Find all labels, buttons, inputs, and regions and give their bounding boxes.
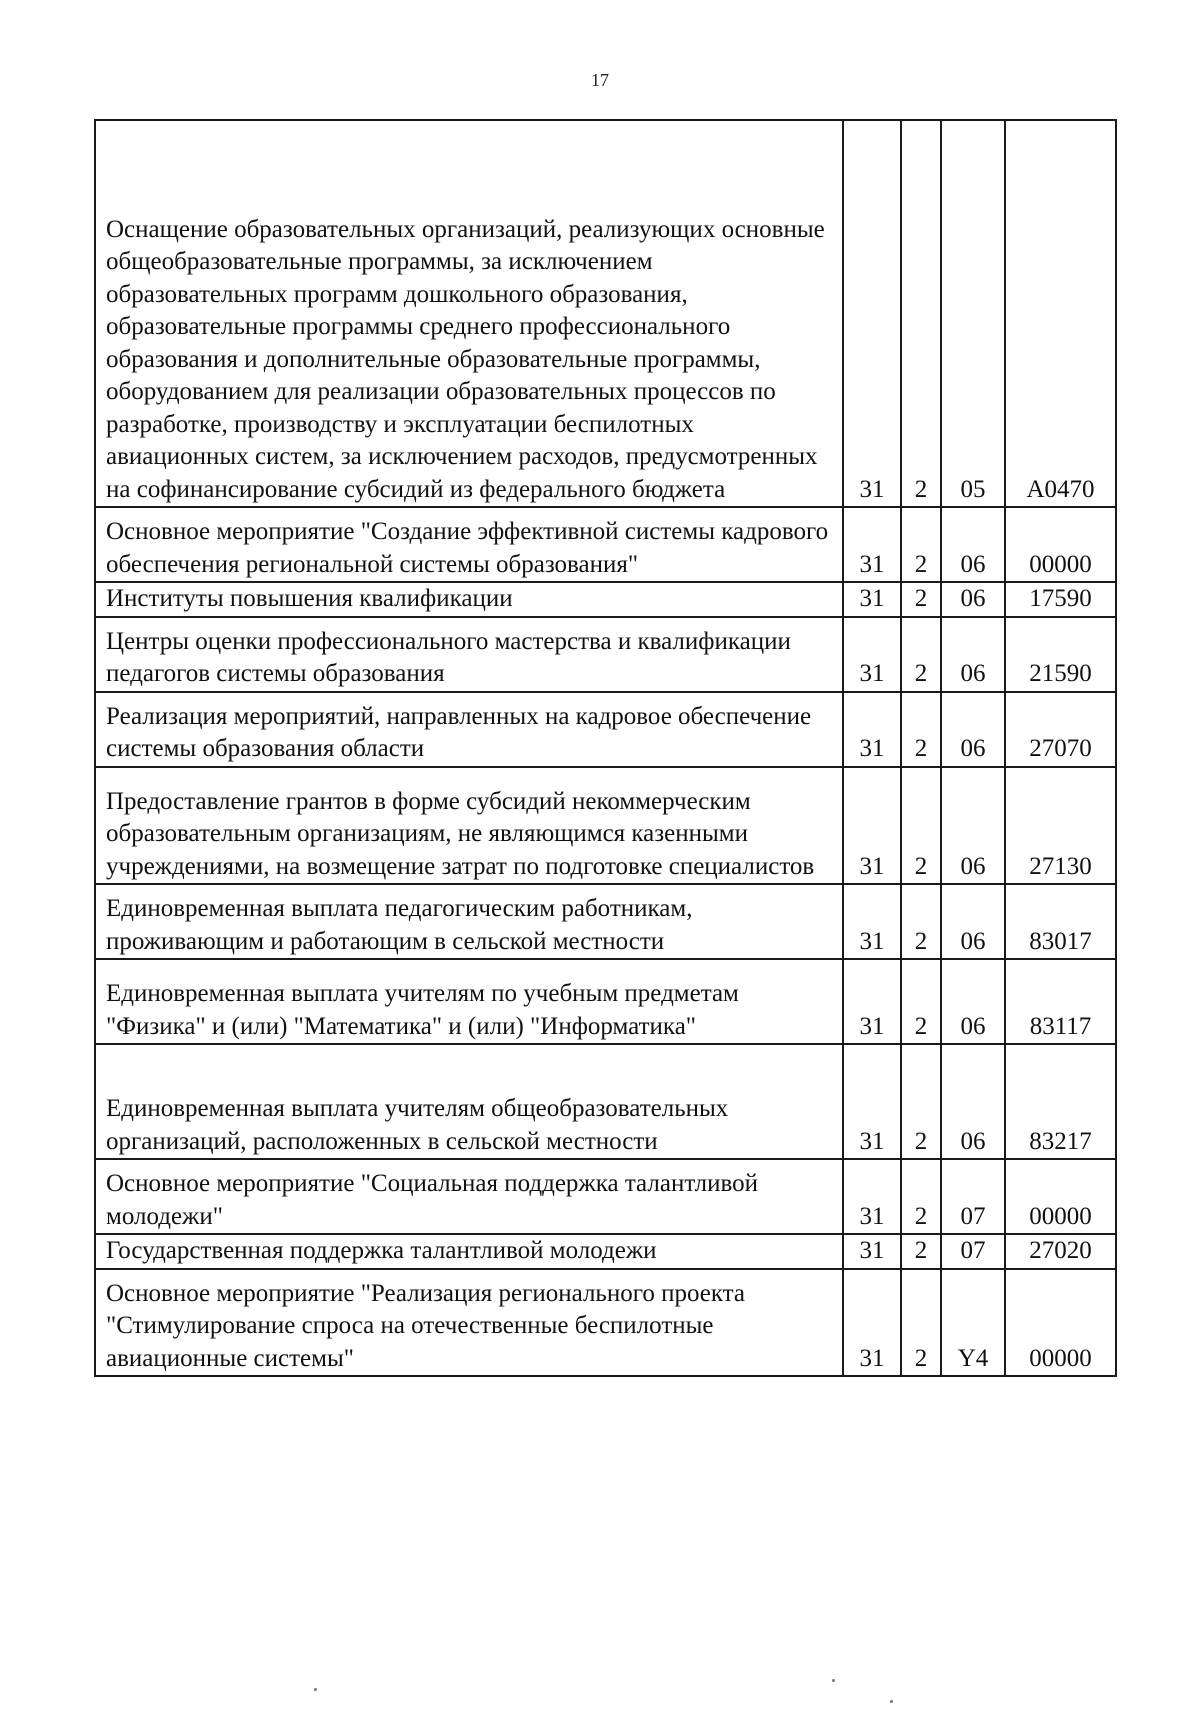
row-program-code: 31 <box>843 1234 901 1269</box>
row-description: Основное мероприятие "Социальная поддержка талантливой молодежи" <box>95 1159 843 1234</box>
row-subprogram-code: 2 <box>901 507 941 582</box>
table-row <box>95 959 1116 1044</box>
row-description: Единовременная выплата учителям по учебным предметам "Физика" и (или) "Математика" и (или) "Информатика" <box>95 959 843 1044</box>
row-program-code: 31 <box>843 617 901 692</box>
table-row <box>95 1269 1116 1377</box>
row-activity-code: 06 <box>941 582 1005 617</box>
row-program-code: 31 <box>843 1044 901 1159</box>
row-program-code: 31 <box>843 1159 901 1234</box>
row-direction-code: 17590 <box>1005 582 1116 617</box>
table-row <box>95 1044 1116 1159</box>
row-activity-code: 07 <box>941 1159 1005 1234</box>
row-description: Единовременная выплата учителям общеобразовательных организаций, расположенных в сельской местности <box>95 1044 843 1159</box>
table-row <box>95 1234 1116 1269</box>
row-description: Оснащение образовательных организаций, реализующих основные общеобразовательные программы, за исключением образовательных программ дошкольного образования, образовательные программы среднего профессионального образования и дополнительные образовательные программы, оборудованием для реализации образовательных процессов по разработке, производству и эксплуатации беспилотных авиационных систем, за исключением расходов, предусмотренных на софинансирование субсидий из федерального бюджета <box>95 120 843 507</box>
row-subprogram-code: 2 <box>901 617 941 692</box>
row-activity-code: 06 <box>941 692 1005 767</box>
row-description: Институты повышения квалификации <box>95 582 843 617</box>
row-program-code: 31 <box>843 1269 901 1377</box>
table-row <box>95 692 1116 767</box>
row-subprogram-code: 2 <box>901 1159 941 1234</box>
row-subprogram-code: 2 <box>901 582 941 617</box>
scan-speck <box>832 1679 835 1682</box>
row-description: Государственная поддержка талантливой молодежи <box>95 1234 843 1269</box>
row-subprogram-code: 2 <box>901 959 941 1044</box>
table-row <box>95 617 1116 692</box>
row-direction-code: 83117 <box>1005 959 1116 1044</box>
row-direction-code: 27070 <box>1005 692 1116 767</box>
row-subprogram-code: 2 <box>901 1269 941 1377</box>
row-activity-code: 05 <box>941 120 1005 507</box>
row-subprogram-code: 2 <box>901 884 941 959</box>
row-activity-code: 07 <box>941 1234 1005 1269</box>
row-subprogram-code: 2 <box>901 692 941 767</box>
row-program-code: 31 <box>843 767 901 885</box>
row-direction-code: 21590 <box>1005 617 1116 692</box>
row-activity-code: 06 <box>941 767 1005 885</box>
table-row <box>95 582 1116 617</box>
row-description: Единовременная выплата педагогическим работникам, проживающим и работающим в сельской местности <box>95 884 843 959</box>
table-row <box>95 507 1116 582</box>
row-description: Реализация мероприятий, направленных на кадровое обеспечение системы образования области <box>95 692 843 767</box>
row-direction-code: 27020 <box>1005 1234 1116 1269</box>
row-activity-code: 06 <box>941 884 1005 959</box>
table-row <box>95 1159 1116 1234</box>
table-row <box>95 120 1116 507</box>
budget-classification-table <box>94 119 1117 1377</box>
row-direction-code: 83017 <box>1005 884 1116 959</box>
row-direction-code: А0470 <box>1005 120 1116 507</box>
row-description: Предоставление грантов в форме субсидий некоммерческим образовательным организациям, не являющимся казенными учреждениями, на возмещение затрат по подготовке специалистов <box>95 767 843 885</box>
table-row <box>95 884 1116 959</box>
row-description: Основное мероприятие "Реализация регионального проекта "Стимулирование спроса на отечественные беспилотные авиационные системы" <box>95 1269 843 1377</box>
row-subprogram-code: 2 <box>901 120 941 507</box>
row-direction-code: 27130 <box>1005 767 1116 885</box>
row-program-code: 31 <box>843 692 901 767</box>
row-program-code: 31 <box>843 884 901 959</box>
row-activity-code: Y4 <box>941 1269 1005 1377</box>
row-activity-code: 06 <box>941 959 1005 1044</box>
row-program-code: 31 <box>843 582 901 617</box>
row-direction-code: 83217 <box>1005 1044 1116 1159</box>
row-program-code: 31 <box>843 959 901 1044</box>
row-direction-code: 00000 <box>1005 507 1116 582</box>
row-program-code: 31 <box>843 120 901 507</box>
scan-speck <box>890 1700 893 1703</box>
row-direction-code: 00000 <box>1005 1269 1116 1377</box>
page-number: 17 <box>591 70 609 90</box>
row-subprogram-code: 2 <box>901 767 941 885</box>
row-activity-code: 06 <box>941 1044 1005 1159</box>
row-direction-code: 00000 <box>1005 1159 1116 1234</box>
row-description: Центры оценки профессионального мастерства и квалификации педагогов системы образования <box>95 617 843 692</box>
row-subprogram-code: 2 <box>901 1234 941 1269</box>
row-program-code: 31 <box>843 507 901 582</box>
row-activity-code: 06 <box>941 617 1005 692</box>
scan-speck <box>314 1688 317 1691</box>
row-subprogram-code: 2 <box>901 1044 941 1159</box>
row-description: Основное мероприятие "Создание эффективной системы кадрового обеспечения региональной системы образования" <box>95 507 843 582</box>
row-activity-code: 06 <box>941 507 1005 582</box>
table-row <box>95 767 1116 885</box>
